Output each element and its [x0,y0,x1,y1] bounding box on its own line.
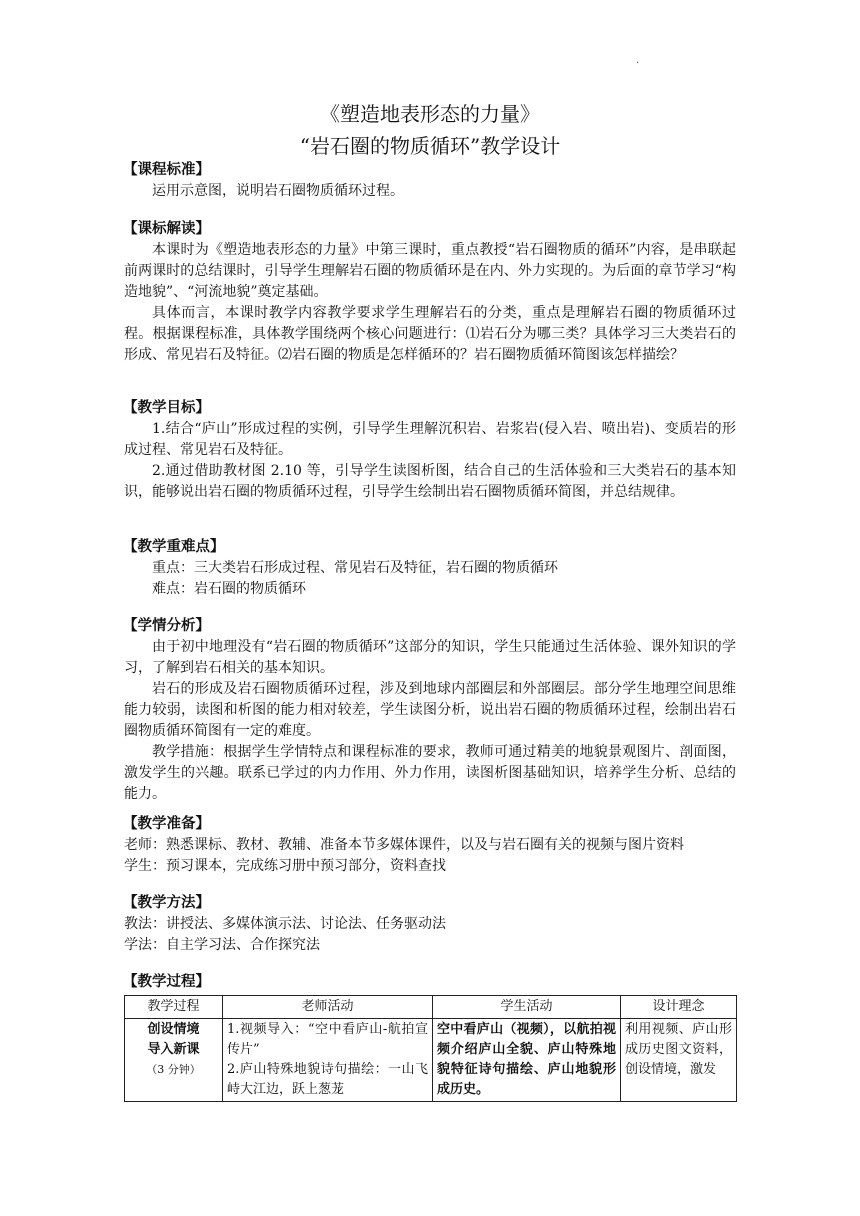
table-row [125,1019,737,1102]
document-subtitle: “岩石圈的物质循环”教学设计 [299,134,561,158]
paragraph: 具体而言，本课时教学内容教学要求学生理解岩石的分类，重点是理解岩石圈的物质循环过程。根据课程标准，具体教学围绕两个核心问题进行：⑴岩石分为哪三类？具体学习三大类岩石的形成、常见岩石及特征。⑵岩石圈的物质是怎样循环的？岩石圈物质循环简图该怎样描绘？ [124,305,736,363]
column-header: 设计理念 [621,996,737,1019]
paragraph: 重点：三大类岩石形成过程、常见岩石及特征，岩石圈的物质循环 [152,560,558,576]
document-title: 《塑造地表形态的力量》 [320,102,540,126]
process-table [124,995,737,1102]
teaching-method-line: 教法：讲授法、多媒体演示法、讨论法、任务驱动法 [124,916,446,932]
section-analysis [124,616,736,805]
section-heading: 【教学重难点】 [123,539,225,555]
section-preparation [124,814,736,877]
section-heading: 【教学目标】 [123,400,210,416]
design-concept-text: 利用视频、庐山形成历史图文资料，创设情境，激发 [625,1022,732,1077]
stage-line: 导入新课 [147,1042,200,1057]
student-prep-line: 学生：预习课本，完成练习册中预习部分，资料查找 [124,858,446,874]
design-concept-cell [621,1019,737,1102]
section-keypoints [124,537,736,600]
page-marker: · [636,58,640,69]
section-standard [124,160,736,202]
student-activity-cell [433,1019,621,1102]
paragraph: 1.结合“庐山”形成过程的实例，引导学生理解沉积岩、岩浆岩(侵入岩、喷出岩)、变质岩的形成过程、常见岩石及特征。 [124,421,736,458]
paragraph: 本课时为《塑造地表形态的力量》中第三课时，重点教授“岩石圈物质的循环”内容，是串联起前两课时的总结课时，引导学生理解岩石圈的物质循环是在内、外力实现的。为后面的章节学习“构造地貌”、“河流地貌”奠定基础。 [124,242,736,300]
column-header: 老师活动 [223,996,433,1019]
teacher-prep-line: 老师：熟悉课标、教材、教辅、准备本节多媒体课件，以及与岩石圈有关的视频与图片资料 [124,837,684,853]
section-heading: 【教学过程】 [123,974,210,990]
stage-line: 创设情境 [147,1022,200,1037]
column-header: 学生活动 [433,996,621,1019]
paragraph: 岩石的形成及岩石圈物质循环过程，涉及到地球内部圈层和外部圈层。部分学生地理空间思维能力较弱，读图和析图的能力相对较差，学生读图分析，说出岩石圈的物质循环过程，绘制出岩石圈物质循环简图有一定的难度。 [124,681,736,739]
paragraph: 运用示意图，说明岩石圈物质循环过程。 [152,183,404,199]
paragraph: 2.通过借助教材图 2.10 等，引导学生读图析图，结合自己的生活体验和三大类岩石的基本知识，能够说出岩石圈的物质循环过程，引导学生绘制出岩石圈物质循环简图，并总结规律。 [124,463,736,500]
section-methods [124,893,736,956]
teacher-activity-cell [223,1019,433,1102]
paragraph: 难点：岩石圈的物质循环 [152,581,306,597]
section-heading: 【教学准备】 [123,816,210,832]
section-heading: 【课程标准】 [123,162,210,178]
paragraph: 由于初中地理没有“岩石圈的物质循环”这部分的知识，学生只能通过生活体验、课外知识的学习，了解到岩石相关的基本知识。 [124,639,736,676]
teacher-activity-text: 1.视频导入：“空中看庐山-航拍宣传片” 2.庐山特殊地貌诗句描绘：一山飞峙大江边，跃上葱茏 [227,1022,428,1097]
student-activity-text: 空中看庐山（视频），以航拍视频介绍庐山全貌、庐山特殊地貌特征诗句描绘、庐山地貌形成历史。 [437,1022,616,1097]
section-heading: 【学情分析】 [123,618,210,634]
section-interpretation [124,219,736,366]
stage-time: （3 分钟） [146,1063,201,1076]
table-header-row [125,996,737,1019]
section-process [124,972,736,993]
section-objectives [124,398,736,503]
section-heading: 【课标解读】 [123,221,210,237]
learning-method-line: 学法：自主学习法、合作探究法 [124,937,320,953]
stage-cell [125,1019,223,1102]
paragraph: 教学措施：根据学生学情特点和课程标准的要求，教师可通过精美的地貌景观图片、剖面图，激发学生的兴趣。联系已学过的内力作用、外力作用，读图析图基础知识，培养学生分析、总结的能力。 [124,744,736,802]
column-header: 教学过程 [125,996,223,1019]
section-heading: 【教学方法】 [123,895,210,911]
